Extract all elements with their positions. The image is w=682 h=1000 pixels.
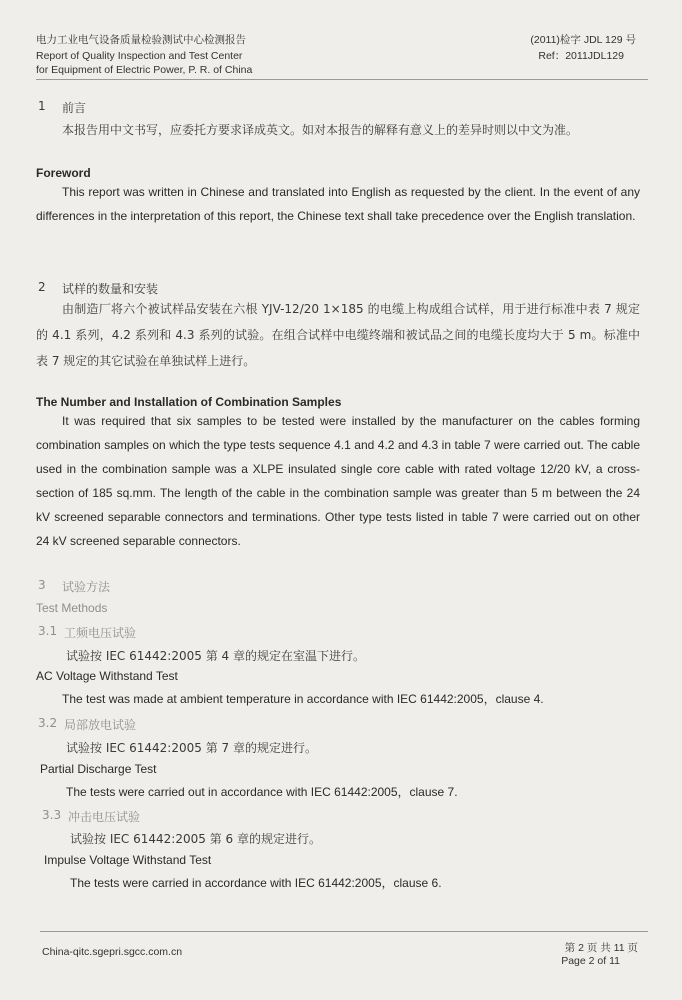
- section-1-title-en: Foreword: [36, 166, 91, 180]
- footer-page-en: Page 2 of 11: [561, 955, 620, 967]
- section-3-3-title-cn: 冲击电压试验: [68, 810, 141, 824]
- header-org-en-2: for Equipment of Electric Power, P. R. of China: [36, 64, 253, 76]
- section-3-3-text-cn: 试验按 IEC 61442:2005 第 6 章的规定进行。: [70, 832, 321, 846]
- section-1-title-cn: 前言: [62, 101, 87, 115]
- section-3-title-cn: 试验方法: [62, 580, 111, 594]
- section-3-2-title-cn: 局部放电试验: [64, 718, 137, 732]
- footer-divider: [40, 931, 648, 932]
- section-1-text-cn: 本报告用中文书写，应委托方要求译成英文。如对本报告的解释有意义上的差异时则以中文为准。: [62, 123, 579, 137]
- section-3-2-text-en: The tests were carried out in accordance with IEC 61442:2005，clause 7.: [66, 785, 458, 799]
- header-report-ref: Ref：2011JDL129: [538, 50, 624, 62]
- section-2-title-cn: 试样的数量和安装: [62, 282, 159, 296]
- header-report-no: (2011)检字 JDL 129 号: [530, 34, 636, 46]
- section-1-text-en: This report was written in Chinese and translated into English as requested by the client. In the event of any differences in the interpretation of this report, the Chinese text shall take precedence over the English translation.: [36, 185, 640, 223]
- header-divider: [36, 79, 648, 80]
- footer-website: China-qitc.sgepri.sgcc.com.cn: [42, 946, 183, 958]
- section-3-2-text-cn: 试验按 IEC 61442:2005 第 7 章的规定进行。: [66, 741, 317, 755]
- section-3-1-text-cn: 试验按 IEC 61442:2005 第 4 章的规定在室温下进行。: [66, 649, 365, 663]
- section-3-title-en: Test Methods: [36, 601, 108, 615]
- section-2-text-en: It was required that six samples to be tested were installed by the manufacturer on the cables forming combination samples on which the type tests sequence 4.1 and 4.2 and 4.3 in table 7 were carried out. The cable used in the combination sample was a XLPE insulated single core cable with rated voltage 12/20 kV, a cross-section of 185 sq.mm. The length of the cable in the combination sample was greater than 5 m between the 24 kV screened separable connectors and terminations. Other type tests listed in table 7 were carried out on other 24 kV screened separable connectors.: [36, 414, 640, 548]
- section-3-1-title-en: AC Voltage Withstand Test: [36, 669, 178, 683]
- section-3-3-title-en: Impulse Voltage Withstand Test: [44, 853, 212, 867]
- section-3-1-number: 3.1: [38, 624, 58, 638]
- section-3-2-number: 3.2: [38, 716, 58, 730]
- section-3-2-title-en: Partial Discharge Test: [40, 762, 157, 776]
- section-3-1-text-en: The test was made at ambient temperature in accordance with IEC 61442:2005，clause 4.: [62, 692, 544, 706]
- header-org-en-1: Report of Quality Inspection and Test Center: [36, 50, 243, 62]
- section-3-3-text-en: The tests were carried in accordance with IEC 61442:2005，clause 6.: [70, 876, 442, 890]
- section-2-title-en: The Number and Installation of Combination Samples: [36, 395, 342, 409]
- header-org-cn: 电力工业电气设备质量检验测试中心检测报告: [36, 34, 246, 46]
- section-3-number: 3: [38, 578, 46, 592]
- footer-page-cn: 第 2 页 共 11 页: [564, 942, 638, 954]
- section-3-3-number: 3.3: [42, 808, 62, 822]
- section-1-number: 1: [38, 99, 46, 113]
- section-2-number: 2: [38, 280, 46, 294]
- section-2-text-cn: 由制造厂将六个被试样品安装在六根 YJV-12/20 1×185 的电缆上构成组合试样，用于进行标准中表 7 规定的 4.1 系列，4.2 系列和 4.3 系列的试验。在组合试样中电缆终端和被试品之间的电缆长度均大于 5 m。标准中表 7 规定的其它试验在单独试样上进行。: [36, 302, 640, 368]
- section-3-1-title-cn: 工频电压试验: [64, 626, 137, 640]
